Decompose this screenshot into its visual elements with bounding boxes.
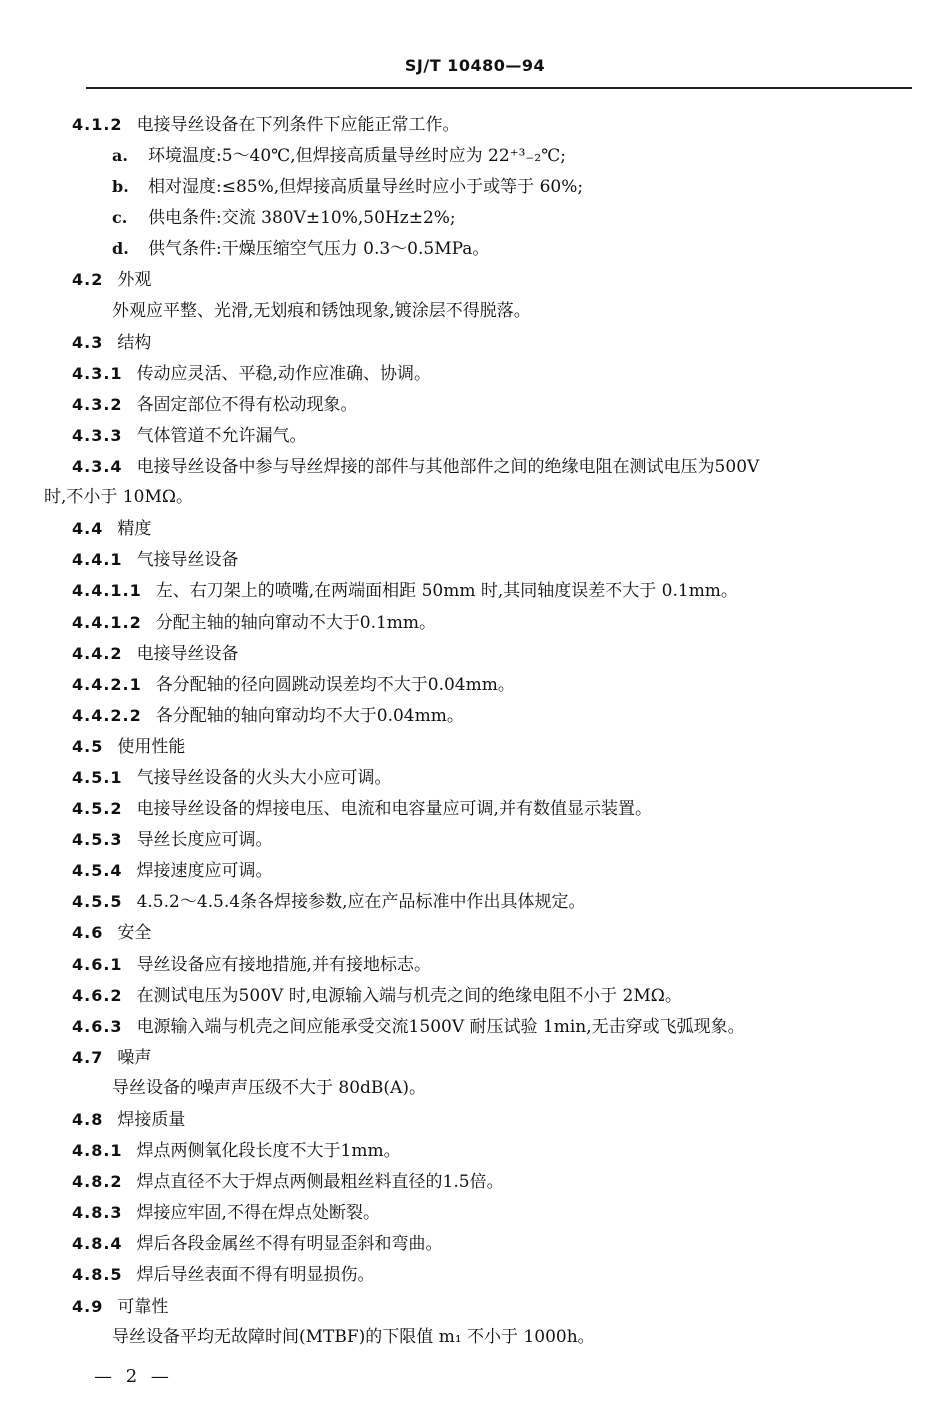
clause-text: 相对湿度:≤85%,但焊接高质量导丝时应小于或等于 60%; bbox=[148, 177, 584, 198]
clause-text: 噪声 bbox=[117, 1047, 152, 1068]
clause-line bbox=[0, 700, 950, 731]
clause-number: 4.1.2 bbox=[72, 115, 123, 134]
clause-text: 焊后各段金属丝不得有明显歪斜和弯曲。 bbox=[136, 1234, 443, 1255]
clause-line bbox=[0, 451, 950, 482]
document-header: SJ/T 10480—94 bbox=[404, 56, 546, 75]
clause-line bbox=[0, 171, 950, 202]
document-body bbox=[0, 109, 950, 1353]
clause-line bbox=[0, 669, 950, 700]
clause-number: 4.5.3 bbox=[72, 830, 123, 850]
clause-number: 4.7 bbox=[72, 1047, 104, 1067]
clause-line bbox=[0, 1135, 950, 1166]
clause-line bbox=[0, 1104, 950, 1135]
clause-number: 4.8.1 bbox=[72, 1141, 123, 1161]
clause-number: 4.3 bbox=[72, 332, 104, 352]
clause-number: 4.9 bbox=[72, 1296, 104, 1316]
clause-text: 分配主轴的轴向窜动不大于0.1mm。 bbox=[155, 612, 437, 633]
clause-text: 电接导丝设备的焊接电压、电流和电容量应可调,并有数值显示装置。 bbox=[136, 799, 652, 820]
clause-line bbox=[0, 824, 950, 855]
clause-number: 4.5.4 bbox=[72, 861, 123, 881]
clause-text: 气接导丝设备的火头大小应可调。 bbox=[136, 767, 392, 788]
clause-text: 气体管道不允许漏气。 bbox=[136, 425, 307, 446]
clause-number: 4.5.2 bbox=[72, 799, 123, 819]
clause-text: 导丝长度应可调。 bbox=[136, 830, 273, 851]
clause-number: 4.5 bbox=[72, 736, 104, 756]
clause-text: 使用性能 bbox=[117, 736, 186, 757]
clause-text: 外观 bbox=[117, 270, 152, 291]
clause-number: 4.8.4 bbox=[72, 1234, 123, 1254]
clause-number: 4.6 bbox=[72, 923, 104, 943]
clause-text: 供气条件:干燥压缩空气压力 0.3～0.5MPa。 bbox=[148, 239, 490, 260]
clause-number: 4.8.2 bbox=[72, 1172, 123, 1192]
clause-text: 气接导丝设备 bbox=[136, 550, 239, 571]
clause-line bbox=[0, 513, 950, 544]
clause-text: 导丝设备平均无故障时间(MTBF)的下限值 m₁ 不小于 1000h。 bbox=[112, 1326, 595, 1347]
clause-line bbox=[0, 793, 950, 824]
clause-line bbox=[0, 264, 950, 295]
clause-number: 4.4.2.2 bbox=[72, 705, 142, 725]
clause-text: 精度 bbox=[117, 519, 152, 540]
clause-text: 各分配轴的轴向窜动均不大于0.04mm。 bbox=[155, 705, 464, 726]
clause-line bbox=[0, 1259, 950, 1290]
clause-line bbox=[0, 233, 950, 264]
clause-text: 时,不小于 10MΩ。 bbox=[44, 487, 193, 508]
clause-number: 4.4.2 bbox=[72, 643, 123, 663]
clause-line bbox=[0, 544, 950, 575]
clause-line bbox=[0, 855, 950, 886]
clause-text: 安全 bbox=[117, 923, 152, 944]
clause-number: 4.4.1.2 bbox=[72, 612, 142, 632]
clause-number: 4.4.1 bbox=[72, 550, 123, 570]
clause-text: 电接导丝设备 bbox=[136, 643, 239, 664]
clause-number: 4.3.4 bbox=[72, 457, 123, 477]
clause-text: 供电条件:交流 380V±10%,50Hz±2%; bbox=[148, 208, 456, 229]
clause-number: 4.3.2 bbox=[72, 394, 123, 414]
paragraph-line bbox=[0, 482, 950, 513]
clause-number: 4.2 bbox=[72, 270, 104, 290]
clause-line bbox=[0, 980, 950, 1011]
clause-line bbox=[0, 1042, 950, 1073]
clause-text: 4.5.2～4.5.4条各焊接参数,应在产品标准中作出具体规定。 bbox=[136, 892, 586, 913]
clause-number: 4.5.5 bbox=[72, 892, 123, 912]
clause-number: 4.4.2.1 bbox=[72, 674, 142, 694]
clause-text: 焊后导丝表面不得有明显损伤。 bbox=[136, 1265, 375, 1286]
clause-number: 4.6.3 bbox=[72, 1016, 123, 1036]
clause-line bbox=[0, 1011, 950, 1042]
clause-text: 焊点直径不大于焊点两侧最粗丝料直径的1.5倍。 bbox=[136, 1172, 504, 1193]
header-rule bbox=[86, 87, 912, 89]
clause-text: 焊接应牢固,不得在焊点处断裂。 bbox=[136, 1203, 380, 1224]
clause-line bbox=[0, 1291, 950, 1322]
clause-number: 4.8.3 bbox=[72, 1203, 123, 1223]
clause-line bbox=[0, 1197, 950, 1228]
clause-number: 4.3.3 bbox=[72, 425, 123, 445]
clause-text: 环境温度:5～40℃,但焊接高质量导丝时应为 22⁺³₋₂℃; bbox=[148, 146, 566, 167]
clause-number: 4.8 bbox=[72, 1110, 104, 1129]
clause-text: 传动应灵活、平稳,动作应准确、协调。 bbox=[136, 363, 431, 384]
clause-text: 电接导丝设备中参与导丝焊接的部件与其他部件之间的绝缘电阻在测试电压为500V bbox=[136, 457, 760, 478]
clause-number: 4.5.1 bbox=[72, 767, 123, 787]
clause-line bbox=[0, 202, 950, 233]
clause-number: d. bbox=[112, 239, 129, 259]
clause-number: 4.6.2 bbox=[72, 985, 123, 1005]
clause-line bbox=[0, 1166, 950, 1197]
clause-text: 结构 bbox=[117, 332, 152, 353]
clause-text: 各分配轴的径向圆跳动误差均不大于0.04mm。 bbox=[155, 674, 515, 695]
clause-line bbox=[0, 638, 950, 669]
clause-text: 在测试电压为500V 时,电源输入端与机壳之间的绝缘电阻不小于 2MΩ。 bbox=[136, 985, 682, 1006]
paragraph-line bbox=[0, 1073, 950, 1104]
clause-line bbox=[0, 1228, 950, 1259]
clause-text: 导丝设备应有接地措施,并有接地标志。 bbox=[136, 954, 431, 975]
clause-line bbox=[0, 109, 950, 140]
clause-text: 左、右刀架上的喷嘴,在两端面相距 50mm 时,其同轴度误差不大于 0.1mm。 bbox=[155, 581, 738, 602]
clause-number: c. bbox=[112, 208, 128, 228]
clause-line bbox=[0, 949, 950, 980]
clause-text: 电接导丝设备在下列条件下应能正常工作。 bbox=[136, 115, 460, 135]
clause-number: 4.8.5 bbox=[72, 1265, 123, 1285]
clause-text: 导丝设备的噪声声压级不大于 80dB(A)。 bbox=[112, 1077, 426, 1098]
clause-line bbox=[0, 575, 950, 606]
clause-line bbox=[0, 358, 950, 389]
clause-line bbox=[0, 389, 950, 420]
page-number: — 2 — bbox=[94, 1366, 173, 1387]
clause-line bbox=[0, 140, 950, 171]
clause-number: 4.4 bbox=[72, 519, 104, 539]
paragraph-line bbox=[0, 296, 950, 327]
clause-text: 各固定部位不得有松动现象。 bbox=[136, 394, 358, 415]
clause-number: a. bbox=[112, 146, 128, 166]
clause-number: 4.6.1 bbox=[72, 954, 123, 974]
clause-line bbox=[0, 917, 950, 948]
clause-number: 4.3.1 bbox=[72, 363, 123, 383]
clause-number: 4.4.1.1 bbox=[72, 581, 142, 601]
clause-number: b. bbox=[112, 177, 129, 197]
clause-line bbox=[0, 731, 950, 762]
clause-text: 焊接质量 bbox=[117, 1110, 186, 1130]
paragraph-line bbox=[0, 1322, 950, 1353]
clause-line bbox=[0, 886, 950, 917]
clause-line bbox=[0, 327, 950, 358]
clause-text: 焊点两侧氧化段长度不大于1mm。 bbox=[136, 1141, 401, 1162]
clause-text: 电源输入端与机壳之间应能承受交流1500V 耐压试验 1min,无击穿或飞弧现象。 bbox=[136, 1016, 745, 1037]
clause-text: 焊接速度应可调。 bbox=[136, 861, 273, 882]
clause-line bbox=[0, 762, 950, 793]
clause-line bbox=[0, 420, 950, 451]
clause-text: 外观应平整、光滑,无划痕和锈蚀现象,镀涂层不得脱落。 bbox=[112, 300, 531, 321]
clause-line bbox=[0, 607, 950, 638]
clause-text: 可靠性 bbox=[117, 1296, 169, 1317]
